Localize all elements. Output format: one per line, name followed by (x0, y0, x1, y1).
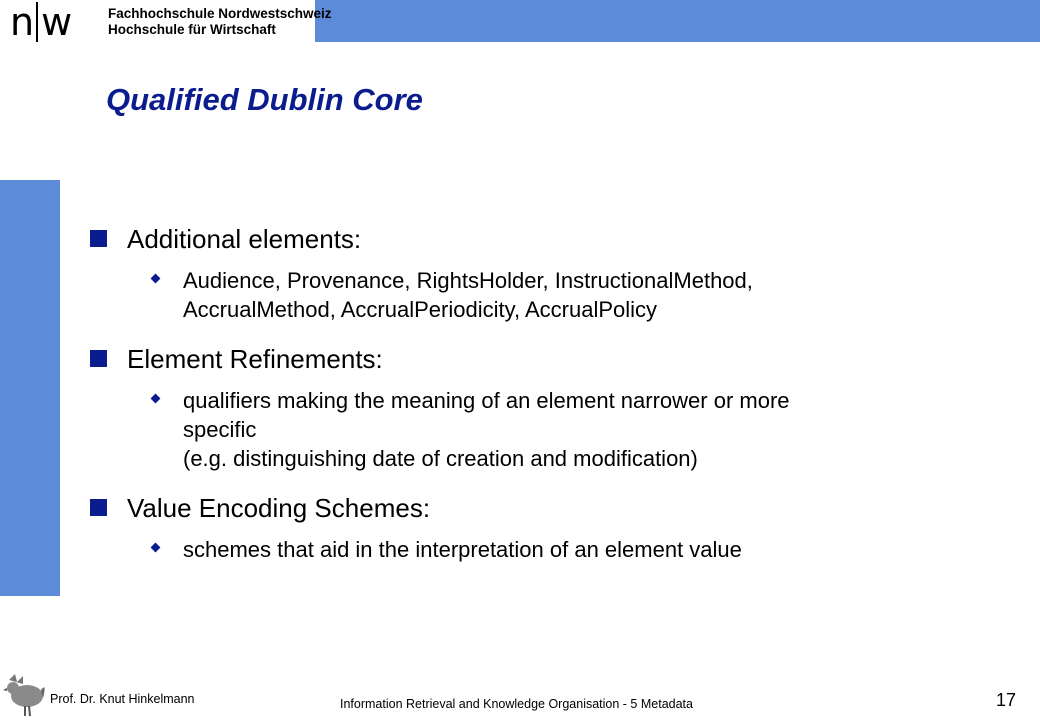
sub-bullet-text: qualifiers making the meaning of an element narrower or more specific (e.g. distinguishing date of creation and modification) (183, 388, 790, 471)
institution-line-1: Fachhochschule Nordwestschweiz (108, 6, 332, 21)
sub-bullet-item (152, 266, 990, 324)
bullet-item (90, 222, 990, 256)
fhnw-logo: n w (10, 0, 72, 44)
bullet-heading: Additional elements: (127, 224, 362, 254)
footer-author: Prof. Dr. Knut Hinkelmann (50, 692, 195, 706)
diamond-bullet-icon (151, 274, 161, 284)
bullet-item (90, 491, 990, 525)
bullet-list (90, 222, 990, 582)
footer-course-title: Information Retrieval and Knowledge Organisation - 5 Metadata (340, 697, 693, 711)
side-color-band (0, 180, 60, 596)
sub-bullet-text: schemes that aid in the interpretation of an element value (183, 537, 742, 562)
institution-name (108, 6, 332, 38)
square-bullet-icon (90, 230, 107, 247)
institution-line-2: Hochschule für Wirtschaft (108, 22, 276, 37)
diamond-bullet-icon (151, 543, 161, 553)
diamond-bullet-icon (151, 394, 161, 404)
slide-title: Qualified Dublin Core (106, 82, 423, 117)
bullet-item (90, 342, 990, 376)
bullet-heading: Element Refinements: (127, 344, 383, 374)
page-number: 17 (996, 690, 1017, 710)
rooster-logo-icon (3, 672, 47, 718)
sub-bullet-text: Audience, Provenance, RightsHolder, InstructionalMethod, AccrualMethod, AccrualPeriodicity, AccrualPolicy (183, 268, 753, 322)
sub-bullet-item (152, 386, 990, 473)
square-bullet-icon (90, 350, 107, 367)
bullet-heading: Value Encoding Schemes: (127, 493, 431, 523)
sub-bullet-item (152, 535, 990, 564)
header-color-band (315, 0, 1040, 42)
square-bullet-icon (90, 499, 107, 516)
